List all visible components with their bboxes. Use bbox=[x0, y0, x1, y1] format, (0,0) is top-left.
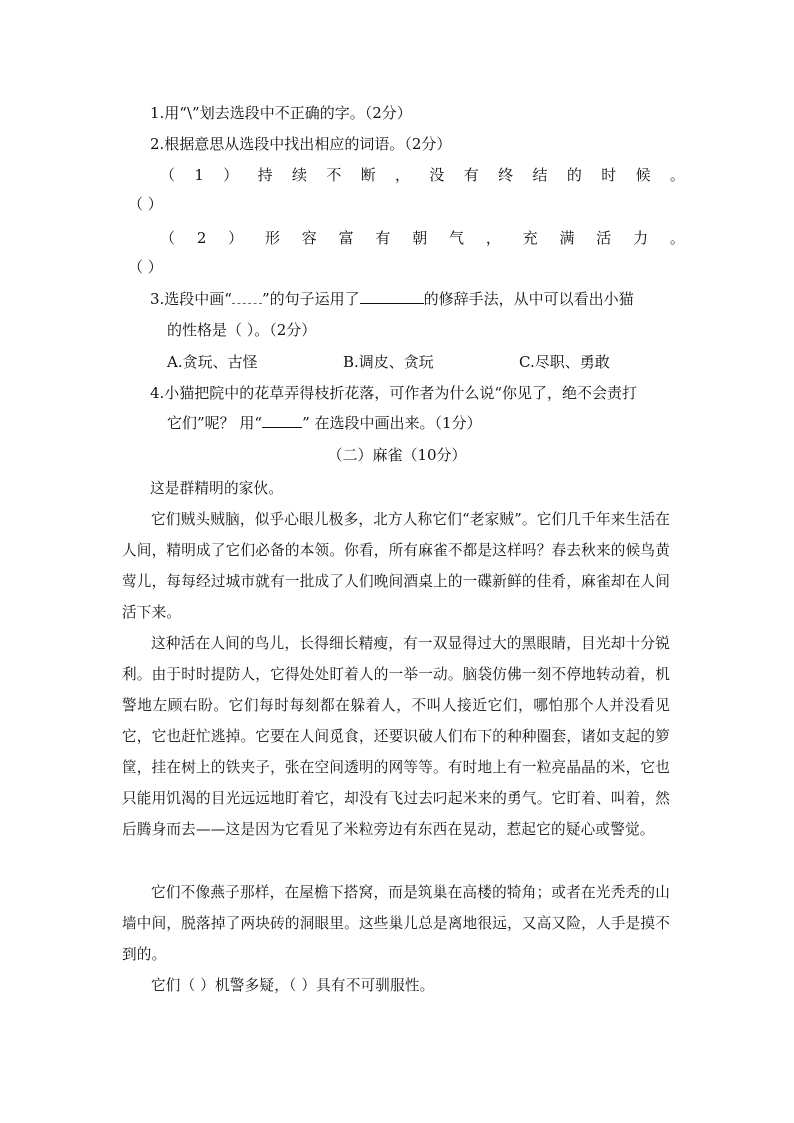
spread-char: 。 bbox=[669, 166, 685, 184]
spread-char: 不 bbox=[326, 166, 342, 184]
spread-char: （ bbox=[160, 229, 176, 247]
passage-paragraph-1: 这是群精明的家伙。 bbox=[150, 480, 284, 497]
question-4: 4.小猫把院中的花草弄得枝折花落，可作者为什么说“你见了，绝不会责打 bbox=[150, 384, 637, 402]
spread-char: 朝 bbox=[412, 229, 428, 247]
spread-char: 富 bbox=[338, 229, 354, 247]
passage-paragraph-3: 这种活在人间的鸟儿，长得细长精瘦，有一双显得过大的黑眼睛，目光却十分锐利。由于时时提防人，它得处处盯着人的一举一动。脑袋仿佛一刻不停地转动着，机警地左顾右盼。它们每时每刻都在躲着人，不叫人接近它们，哪怕那个人并没看见它，它也赶忙逃掉。它要在人间觅食，还要识破人们布下的种种圈套，诸如支起的箩筐，挂在树上的铁夹子，张在空间透明的网等等。有时地上有一粒亮晶晶的米，它也只能用饥渴的目光远远地盯着它，却没有飞过去叼起米来的勇气。它盯着、叫着，然后腾身而去——这是因为它看见了米粒旁边有东西在晃动，惹起它的疑心或警觉。 bbox=[122, 635, 670, 838]
option-c[interactable]: C.尽职、勇敢 bbox=[519, 353, 610, 371]
question-4-text-a: 它们”呢？ 用“ bbox=[167, 414, 263, 432]
passage-paragraph-4: 它们不像燕子那样，在屋檐下搭窝，而是筑巢在高楼的犄角；或者在光秃秃的山墙中间，脱落掉了两块砖的洞眼里。这些巢儿总是离地很远，又高又险，人手是摸不到的。 bbox=[122, 884, 670, 963]
spread-char: 容 bbox=[301, 229, 317, 247]
question-4-text-b: ” 在选段中画出来。（1分） bbox=[302, 414, 482, 432]
question-2-item-1 bbox=[160, 165, 685, 185]
spread-char: 续 bbox=[291, 166, 307, 184]
question-3-line-2: 的性格是（ ）。（2分） bbox=[167, 321, 317, 339]
rhetoric-blank[interactable] bbox=[360, 289, 424, 304]
spread-char: 候 bbox=[635, 166, 651, 184]
wavy-underline-sample bbox=[232, 289, 262, 304]
spread-char: 终 bbox=[498, 166, 514, 184]
spread-char: ） bbox=[228, 229, 244, 247]
spread-char: 满 bbox=[559, 229, 575, 247]
spread-char: 形 bbox=[264, 229, 280, 247]
spread-char: ） bbox=[223, 166, 239, 184]
spread-char: 没 bbox=[429, 166, 445, 184]
spread-char: 。 bbox=[669, 229, 685, 247]
section-title: （二）麻雀（10分） bbox=[327, 446, 467, 464]
answer-blank-2[interactable]: （ ） bbox=[128, 258, 163, 276]
spread-char: 力 bbox=[633, 229, 649, 247]
question-3-text-b: ”的句子运用了 bbox=[261, 290, 360, 308]
spread-char: 时 bbox=[601, 166, 617, 184]
question-3 bbox=[150, 289, 634, 309]
spread-char: 的 bbox=[566, 166, 582, 184]
spread-char: 2 bbox=[196, 229, 207, 247]
spread-char: 结 bbox=[532, 166, 548, 184]
underline-sample bbox=[262, 413, 302, 428]
passage-paragraph-5: 它们（ ）机警多疑，（ ）具有不可驯服性。 bbox=[151, 977, 435, 994]
question-2: 2.根据意思从选段中找出相应的词语。（2分） bbox=[150, 135, 452, 153]
spread-char: 有 bbox=[463, 166, 479, 184]
question-1: 1.用“\”划去选段中不正确的字。（2分） bbox=[150, 104, 412, 122]
spread-char: ， bbox=[485, 229, 501, 247]
spread-char: 断 bbox=[360, 166, 376, 184]
answer-blank-1[interactable]: （ ） bbox=[128, 195, 163, 213]
spread-char: （ bbox=[160, 166, 176, 184]
spread-char: 充 bbox=[522, 229, 538, 247]
spread-char: ， bbox=[395, 166, 411, 184]
question-3-text-a: 3.选段中画“ bbox=[150, 290, 232, 308]
spread-char: 有 bbox=[375, 229, 391, 247]
spread-char: 持 bbox=[257, 166, 273, 184]
spread-char: 1 bbox=[194, 166, 204, 184]
passage-paragraph-2: 它们贼头贼脑，似乎心眼儿极多，北方人称它们“老家贼”。它们几千年来生活在人间，精明成了它们必备的本领。你看，所有麻雀不都是这样吗？春去秋来的候鸟黄莺儿，每每经过城市就有一批成了人们晚间酒桌上的一碟新鲜的佳肴，麻雀却在人间活下来。 bbox=[122, 511, 670, 621]
option-a[interactable]: A.贪玩、古怪 bbox=[167, 353, 258, 371]
question-3-text-c: 的修辞手法，从中可以看出小猫 bbox=[423, 290, 634, 308]
option-b[interactable]: B.调皮、贪玩 bbox=[343, 353, 434, 371]
question-4-line-2 bbox=[167, 413, 482, 433]
spread-char: 气 bbox=[449, 229, 465, 247]
question-2-item-2 bbox=[160, 228, 685, 248]
spread-char: 活 bbox=[596, 229, 612, 247]
